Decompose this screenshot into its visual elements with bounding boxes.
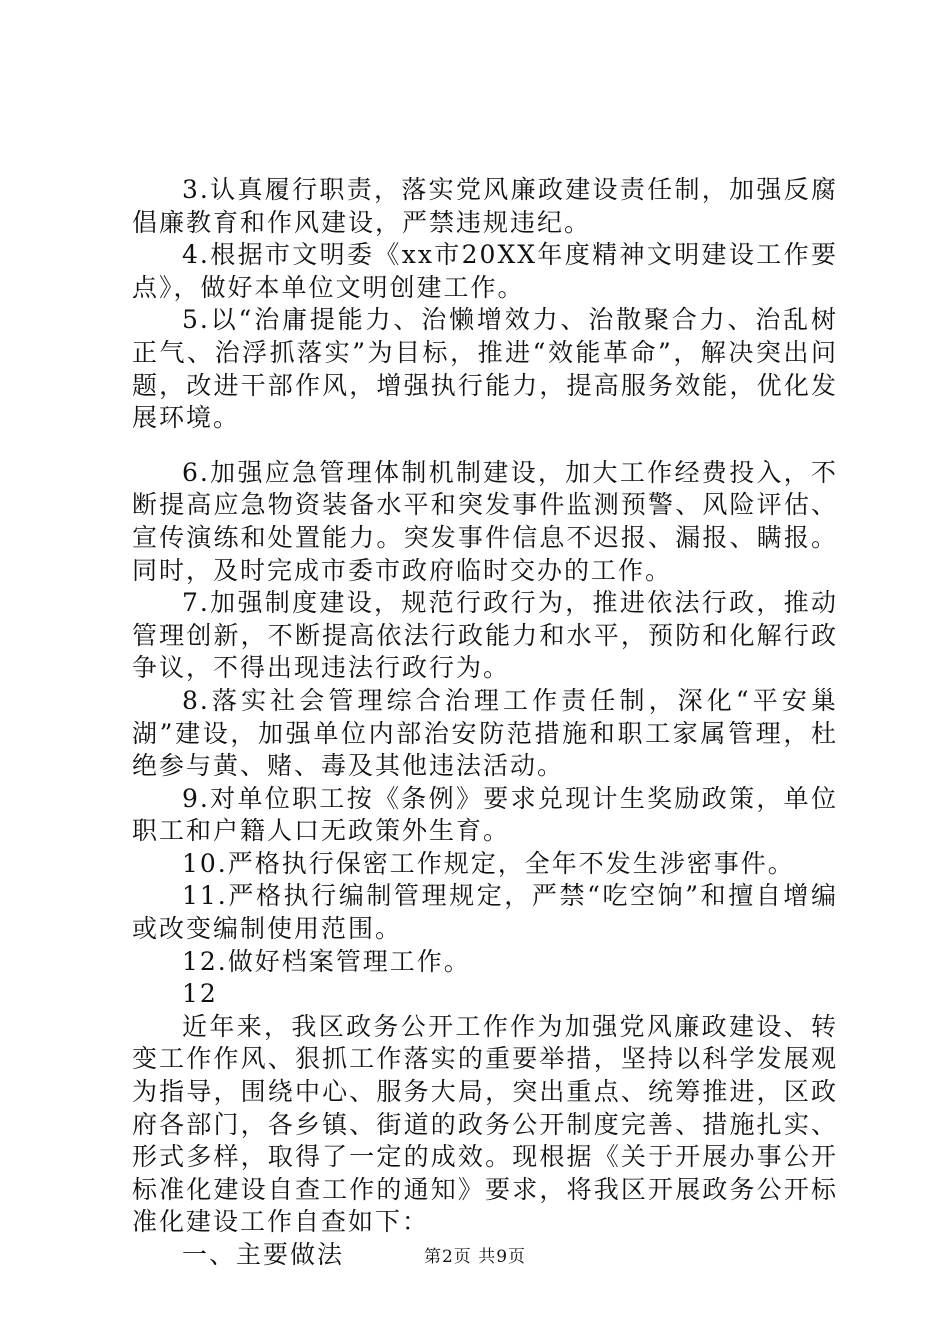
- paragraph-number-marker: 12: [182, 979, 218, 1009]
- paragraph-item-7: 7.加强制度建设，规范行政行为，推进依法行政，推动管理创新，不断提高依法行政能力和水平，预防和化解行政争议，不得出现违法行政行为。: [132, 588, 838, 683]
- paragraph-item-10: 10.严格执行保密工作规定，全年不发生涉密事件。: [182, 848, 795, 878]
- paragraph-item-5: 5.以“治庸提能力、治懒增效力、治散聚合力、治乱树正气、治浮抓落实”为目标，推进“效能革命”，解决突出问题，改进干部作风，增强执行能力，提高服务效能，优化发展环境。: [132, 305, 838, 433]
- paragraph-intro: 近年来，我区政务公开工作作为加强党风廉政建设、转变工作作风、狠抓工作落实的重要举措，坚持以科学发展观为指导，围绕中心、服务大局，突出重点、统筹推进，区政府各部门，各乡镇、街道的政务公开制度完善、措施扎实、形式多样，取得了一定的成效。现根据《关于开展办事公开标准化建设自查工作的通知》要求，将我区开展政务公开标准化建设工作自查如下：: [132, 1011, 838, 1237]
- paragraph-item-9: 9.对单位职工按《条例》要求兑现计生奖励政策，单位职工和户籍人口无政策外生育。: [132, 783, 838, 846]
- paragraph-item-12: 12.做好档案管理工作。: [182, 946, 471, 976]
- paragraph-item-3: 3.认真履行职责，落实党风廉政建设责任制，加强反腐倡廉教育和作风建设，严禁违规违纪。: [132, 175, 838, 237]
- paragraph-item-4: 4.根据市文明委《xx市20XX年度精神文明建设工作要点》，做好本单位文明创建工作。: [132, 240, 838, 302]
- document-body: [132, 174, 838, 1272]
- paragraph-item-11: 11.严格执行编制管理规定，严禁“吃空饷”和擅自增编或改变编制使用范围。: [132, 881, 838, 944]
- page-footer: 第2页 共9页: [423, 1247, 527, 1267]
- paragraph-item-8: 8.落实社会管理综合治理工作责任制，深化“平安巢湖”建设，加强单位内部治安防范措施和职工家属管理，杜绝参与黄、赌、毒及其他违法活动。: [132, 685, 838, 781]
- paragraph-item-6: 6.加强应急管理体制机制建设，加大工作经费投入，不断提高应急物资装备水平和突发事件监测预警、风险评估、宣传演练和处置能力。突发事件信息不迟报、漏报、瞒报。同时，及时完成市委市政府临时交办的工作。: [132, 457, 838, 585]
- section-heading: 一、主要做法: [182, 1240, 345, 1269]
